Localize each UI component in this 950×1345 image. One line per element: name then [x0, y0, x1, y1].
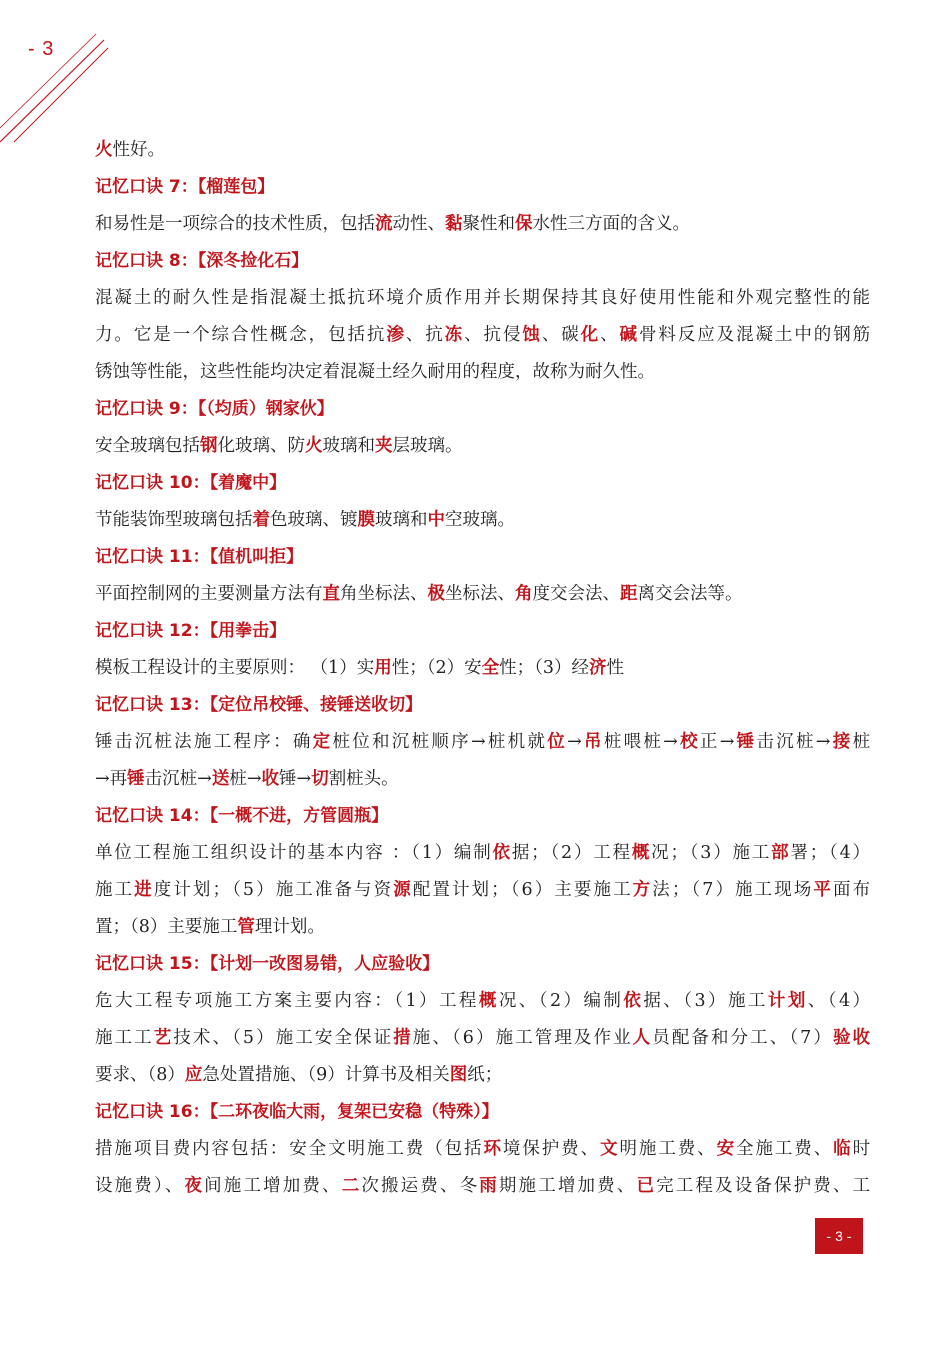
body-text-line: [95, 280, 870, 317]
text-segment: 危大工程专项施工方案主要内容：（1）工程: [95, 991, 479, 1011]
page-marker-top: - 3: [28, 38, 55, 60]
text-segment: 记忆口诀 10：【着魔中】: [95, 473, 287, 493]
highlighted-keyword: 着: [252, 510, 270, 530]
mnemonic-heading: [95, 539, 870, 576]
text-segment: 聚性和: [462, 214, 515, 234]
body-text-line: [95, 206, 870, 243]
text-segment: 角坐标法、: [340, 584, 428, 604]
text-segment: 、抗: [405, 325, 445, 345]
text-segment: 记忆口诀 15：【计划一改图易错，人应验收】: [95, 954, 440, 974]
text-segment: 节能装饰型玻璃包括: [95, 510, 253, 530]
body-text-line: [95, 132, 870, 169]
text-segment: 色玻璃、镀: [270, 510, 358, 530]
highlighted-keyword: 火: [95, 140, 113, 160]
text-segment: 技术、（5）施工安全保证: [173, 1028, 394, 1048]
text-segment: 击沉桩→: [756, 732, 831, 752]
highlighted-keyword: 环: [483, 1139, 503, 1159]
highlighted-keyword: 全: [481, 658, 500, 678]
text-segment: 模板工程设计的主要原则： （1）实: [95, 658, 375, 678]
highlighted-keyword: 直: [322, 584, 340, 604]
body-text-line: [95, 1168, 870, 1205]
highlighted-keyword: 夹: [375, 436, 393, 456]
text-segment: 据、（3）施工: [643, 991, 768, 1011]
text-segment: 平面控制网的主要测量方法有: [95, 584, 323, 604]
text-segment: 正→: [699, 732, 735, 752]
text-segment: 玻璃和: [322, 436, 375, 456]
mnemonic-heading: [95, 243, 870, 280]
highlighted-keyword: 应: [184, 1065, 203, 1085]
text-segment: 坐标法、: [445, 584, 515, 604]
body-text-line: [95, 983, 870, 1020]
highlighted-keyword: 部: [771, 843, 791, 863]
text-segment: 记忆口诀 11：【值机叫拒】: [95, 547, 304, 567]
text-segment: 配置计划；（6）主要施工: [412, 880, 633, 900]
body-text-line: [95, 1057, 870, 1094]
highlighted-keyword: 碱: [619, 325, 639, 345]
mnemonic-heading: [95, 798, 870, 835]
body-text-line: [95, 428, 870, 465]
mnemonic-heading: [95, 169, 870, 206]
highlighted-keyword: 图: [449, 1065, 468, 1085]
text-segment: 据；（2）工程: [511, 843, 632, 863]
text-segment: 记忆口诀 14：【一概不进，方管圆瓶】: [95, 806, 389, 826]
text-segment: 桩→: [229, 769, 262, 789]
text-segment: 安全玻璃包括: [95, 436, 200, 456]
highlighted-keyword: 源: [393, 880, 413, 900]
highlighted-keyword: 渗: [386, 325, 406, 345]
mnemonic-heading: [95, 613, 870, 650]
text-segment: 次搬运费、冬: [361, 1176, 480, 1196]
highlighted-keyword: 雨: [479, 1176, 499, 1196]
text-segment: 理计划。: [254, 917, 325, 937]
text-segment: 施、（6）施工管理及作业: [412, 1028, 633, 1048]
highlighted-keyword: 计划: [767, 991, 808, 1011]
text-segment: 和易性是一项综合的技术性质，包括: [95, 214, 375, 234]
highlighted-keyword: 流: [375, 214, 393, 234]
highlighted-keyword: 送: [211, 769, 230, 789]
body-text-line: [95, 576, 870, 613]
text-segment: 层玻璃。: [392, 436, 463, 456]
text-segment: 度计划；（5）施工准备与资: [153, 880, 394, 900]
text-segment: 空玻璃。: [445, 510, 515, 530]
highlighted-keyword: 艺: [153, 1028, 174, 1048]
corner-decoration: [0, 0, 120, 150]
text-segment: 离交会法等。: [637, 584, 743, 604]
text-segment: 记忆口诀 13：【定位吊校锤、接锤送收切】: [95, 695, 423, 715]
text-segment: →再: [95, 769, 128, 789]
text-segment: 、（4）: [807, 991, 870, 1011]
text-segment: 桩位和沉桩顺序→桩机就: [332, 732, 548, 752]
highlighted-keyword: 火: [305, 436, 323, 456]
mnemonic-heading: [95, 687, 870, 724]
text-segment: 桩喂桩→: [603, 732, 678, 752]
text-segment: 员配备和分工、（7）: [652, 1028, 833, 1048]
highlighted-keyword: 措: [393, 1028, 413, 1048]
text-segment: 记忆口诀 7：【榴莲包】: [95, 177, 275, 197]
text-segment: 全施工费、: [736, 1139, 834, 1159]
text-segment: 记忆口诀 12：【用拳击】: [95, 621, 287, 641]
highlighted-keyword: 夜: [184, 1176, 205, 1196]
highlighted-keyword: 进: [134, 880, 154, 900]
text-segment: 性好。: [112, 140, 165, 160]
highlighted-keyword: 平: [813, 880, 833, 900]
highlighted-keyword: 化: [580, 325, 601, 345]
highlighted-keyword: 定: [312, 732, 333, 752]
highlighted-keyword: 验收: [832, 1028, 870, 1048]
text-segment: 桩: [852, 732, 870, 752]
highlighted-keyword: 概: [631, 843, 652, 863]
highlighted-keyword: 用: [374, 658, 392, 678]
highlighted-keyword: 文: [600, 1139, 620, 1159]
text-segment: 记忆口诀 9：【（均质）钢家伙】: [95, 399, 334, 419]
highlighted-keyword: 依: [623, 991, 644, 1011]
text-segment: 、抗侵: [464, 325, 523, 345]
highlighted-keyword: 概: [478, 991, 499, 1011]
text-segment: 度交会法、: [532, 584, 620, 604]
text-segment: 动性、: [392, 214, 445, 234]
text-segment: 况；（3）施工: [651, 843, 772, 863]
text-segment: 境保护费、: [502, 1139, 601, 1159]
text-segment: 措施项目费内容包括：安全文明施工费（包括: [95, 1139, 484, 1159]
body-text-line: [95, 650, 870, 687]
highlighted-keyword: 锤: [127, 769, 145, 789]
mnemonic-heading: [95, 391, 870, 428]
page-number-badge: - 3 -: [815, 1218, 863, 1254]
body-text-line: [95, 724, 870, 761]
body-text-line: [95, 872, 870, 909]
text-segment: 记忆口诀 8：【深冬捡化石】: [95, 251, 309, 271]
text-segment: 、碳: [541, 325, 581, 345]
highlighted-keyword: 切: [311, 769, 329, 789]
text-segment: 完工程及设备保护费、工: [656, 1176, 870, 1196]
highlighted-keyword: 二: [341, 1176, 362, 1196]
text-segment: 割桩头。: [328, 769, 399, 789]
text-segment: 击沉桩→: [144, 769, 212, 789]
text-segment: 急处置措施、（9）计算书及相关: [202, 1065, 450, 1085]
text-segment: 施工: [95, 880, 135, 900]
text-segment: 性: [606, 658, 624, 678]
body-text-line: [95, 354, 870, 391]
highlighted-keyword: 位: [547, 732, 568, 752]
text-segment: 况、（2）编制: [498, 991, 624, 1011]
highlighted-keyword: 黏: [445, 214, 463, 234]
text-segment: 玻璃和: [375, 510, 428, 530]
highlighted-keyword: 校: [677, 732, 700, 752]
text-segment: 、: [600, 325, 620, 345]
text-segment: 化玻璃、防: [217, 436, 305, 456]
highlighted-keyword: 冻: [444, 325, 465, 345]
text-segment: 水性三方面的含义。: [532, 214, 690, 234]
text-segment: 法；（7）施工现场: [652, 880, 814, 900]
document-body: [95, 132, 870, 1205]
text-segment: 骨料反应及混凝土中的钢筋: [638, 325, 870, 345]
body-text-line: [95, 1020, 870, 1057]
mnemonic-heading: [95, 946, 870, 983]
body-text-line: [95, 317, 870, 354]
text-segment: 力。它是一个综合性概念，包括抗: [95, 325, 387, 345]
highlighted-keyword: 中: [427, 510, 445, 530]
text-segment: 要求、（8）: [95, 1065, 185, 1085]
text-segment: 纸；: [467, 1065, 503, 1085]
highlighted-keyword: 安: [716, 1139, 737, 1159]
text-segment: 间施工增加费、: [204, 1176, 342, 1196]
highlighted-keyword: 济: [588, 658, 607, 678]
highlighted-keyword: 人: [632, 1028, 653, 1048]
highlighted-keyword: 钢: [200, 436, 218, 456]
highlighted-keyword: 收: [261, 769, 280, 789]
body-text-line: [95, 909, 870, 946]
body-text-line: [95, 1131, 870, 1168]
text-segment: 施工工: [95, 1028, 154, 1048]
text-segment: 面布: [832, 880, 870, 900]
mnemonic-heading: [95, 1094, 870, 1131]
text-segment: 时: [852, 1139, 870, 1159]
body-text-line: [95, 835, 870, 872]
highlighted-keyword: 保: [515, 214, 533, 234]
highlighted-keyword: 蚀: [522, 325, 542, 345]
text-segment: 设施费）、: [95, 1176, 185, 1196]
text-segment: 锤→: [279, 769, 312, 789]
highlighted-keyword: 已: [636, 1176, 657, 1196]
highlighted-keyword: 管: [237, 917, 255, 937]
highlighted-keyword: 膜: [357, 510, 375, 530]
text-segment: 署；（4）: [790, 843, 870, 863]
highlighted-keyword: 接: [830, 732, 853, 752]
text-segment: 锈蚀等性能，这些性能均决定着混凝土经久耐用的程度，故称为耐久性。: [95, 362, 655, 382]
mnemonic-heading: [95, 465, 870, 502]
highlighted-keyword: 锤: [734, 732, 757, 752]
highlighted-keyword: 角: [515, 584, 533, 604]
text-segment: 单位工程施工组织设计的基本内容 ：（1）编制: [95, 843, 493, 863]
text-segment: 性；（3）经: [499, 658, 589, 678]
text-segment: 记忆口诀 16：【二环夜临大雨，复架已安稳（特殊）】: [95, 1102, 499, 1122]
text-segment: 混凝土的耐久性是指混凝土抵抗环境介质作用并长期保持其良好使用性能和外观完整性的能: [95, 288, 870, 308]
text-segment: 明施工费、: [619, 1139, 717, 1159]
highlighted-keyword: 临: [833, 1139, 853, 1159]
body-text-line: [95, 761, 870, 798]
text-segment: 锤击沉桩法施工程序：确: [95, 732, 313, 752]
text-segment: 期施工增加费、: [498, 1176, 637, 1196]
highlighted-keyword: 距: [620, 584, 638, 604]
highlighted-keyword: 方: [632, 880, 653, 900]
text-segment: →: [567, 732, 582, 752]
body-text-line: [95, 502, 870, 539]
text-segment: 性；（2）安: [391, 658, 482, 678]
highlighted-keyword: 吊: [581, 732, 604, 752]
highlighted-keyword: 极: [427, 584, 445, 604]
highlighted-keyword: 依: [492, 843, 512, 863]
text-segment: 置；（8）主要施工: [95, 917, 238, 937]
